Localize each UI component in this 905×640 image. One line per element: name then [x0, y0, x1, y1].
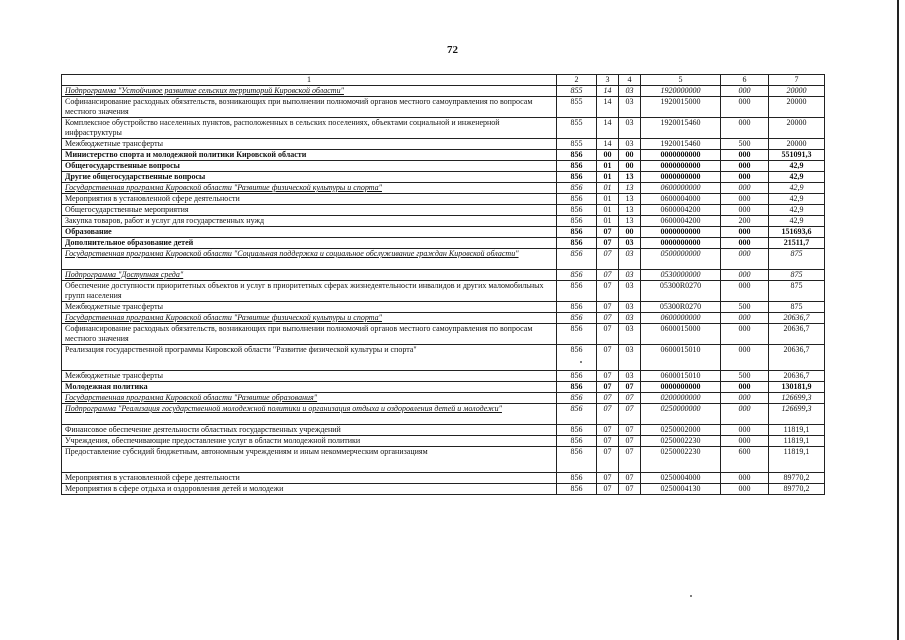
cell-name: Софинансирование расходных обязательств, возникающих при выполнении полномочий органов местного самоуправления по вопросам местного значения: [62, 97, 557, 118]
cell-ved: 856: [557, 270, 597, 281]
cell-name: Предоставление субсидий бюджетным, автономным учреждениям и иным некоммерческим организациям: [62, 447, 557, 473]
cell-rz: 07: [597, 270, 619, 281]
cell-pr: 13: [619, 205, 641, 216]
table-row: [62, 393, 825, 404]
cell-rz: 07: [597, 447, 619, 473]
table-row: [62, 118, 825, 139]
table-row: [62, 436, 825, 447]
cell-name: Подпрограмма "Устойчивое развитие сельских территорий Кировской области": [62, 86, 557, 97]
cell-sum: 20000: [769, 139, 825, 150]
cell-pr: 03: [619, 97, 641, 118]
table-row: [62, 447, 825, 473]
cell-rz: 07: [597, 393, 619, 404]
cell-vr: 000: [721, 97, 769, 118]
cell-name: Молодежная политика: [62, 382, 557, 393]
cell-csr: 0000000000: [641, 238, 721, 249]
cell-rz: 07: [597, 436, 619, 447]
cell-sum: 11819,1: [769, 436, 825, 447]
table-row: [62, 324, 825, 345]
cell-ved: 856: [557, 238, 597, 249]
cell-vr: 000: [721, 313, 769, 324]
cell-sum: 875: [769, 281, 825, 302]
cell-rz: 07: [597, 371, 619, 382]
cell-ved: 856: [557, 484, 597, 495]
cell-csr: 0250002000: [641, 425, 721, 436]
cell-sum: 130181,9: [769, 382, 825, 393]
cell-sum: 89770,2: [769, 473, 825, 484]
cell-rz: 01: [597, 172, 619, 183]
cell-pr: 03: [619, 86, 641, 97]
cell-ved: 856: [557, 447, 597, 473]
cell-sum: 875: [769, 302, 825, 313]
cell-sum: 126699,3: [769, 393, 825, 404]
cell-pr: 13: [619, 194, 641, 205]
cell-vr: 000: [721, 436, 769, 447]
cell-csr: 0000000000: [641, 161, 721, 172]
header-row: [62, 75, 825, 86]
cell-rz: 07: [597, 249, 619, 270]
cell-csr: 0600004200: [641, 216, 721, 227]
cell-sum: 11819,1: [769, 425, 825, 436]
cell-sum: 20000: [769, 86, 825, 97]
cell-csr: 1920015000: [641, 97, 721, 118]
page-edge-line: [897, 0, 899, 640]
cell-pr: 03: [619, 324, 641, 345]
cell-csr: 0200000000: [641, 393, 721, 404]
cell-csr: 0600015010: [641, 371, 721, 382]
cell-rz: 07: [597, 302, 619, 313]
cell-pr: 03: [619, 281, 641, 302]
cell-ved: 856: [557, 393, 597, 404]
table-row: [62, 281, 825, 302]
table-row: [62, 161, 825, 172]
cell-csr: 0600004200: [641, 205, 721, 216]
cell-pr: 03: [619, 371, 641, 382]
cell-csr: 0600015010: [641, 345, 721, 371]
cell-csr: 05300R0270: [641, 281, 721, 302]
cell-name: Комплексное обустройство населенных пунктов, расположенных в сельских поселениях, объектами социальной и инженерной инфраструктуры: [62, 118, 557, 139]
cell-name: Министерство спорта и молодежной политики Кировской области: [62, 150, 557, 161]
cell-pr: 03: [619, 249, 641, 270]
table-row: [62, 249, 825, 270]
table-row: [62, 382, 825, 393]
cell-vr: 000: [721, 345, 769, 371]
cell-rz: 07: [597, 313, 619, 324]
cell-vr: 000: [721, 227, 769, 238]
cell-rz: 14: [597, 118, 619, 139]
cell-csr: 0600000000: [641, 183, 721, 194]
cell-vr: 500: [721, 302, 769, 313]
cell-ved: 856: [557, 183, 597, 194]
cell-sum: 126699,3: [769, 404, 825, 425]
cell-vr: 000: [721, 425, 769, 436]
table-row: [62, 270, 825, 281]
table-row: [62, 473, 825, 484]
cell-vr: 200: [721, 216, 769, 227]
header-cell-name: 1: [62, 75, 557, 86]
cell-vr: 000: [721, 281, 769, 302]
cell-pr: 00: [619, 150, 641, 161]
cell-sum: 21511,7: [769, 238, 825, 249]
budget-table: [61, 74, 825, 495]
cell-vr: 000: [721, 249, 769, 270]
cell-rz: 00: [597, 150, 619, 161]
scan-speck: [690, 595, 692, 597]
cell-ved: 856: [557, 473, 597, 484]
header-cell-ved: 2: [557, 75, 597, 86]
cell-name: Обеспечение доступности приоритетных объектов и услуг в приоритетных сферах жизнедеятельности инвалидов и других маломобильных групп населения: [62, 281, 557, 302]
cell-sum: 20636,7: [769, 345, 825, 371]
cell-name: Финансовое обеспечение деятельности областных государственных учреждений: [62, 425, 557, 436]
cell-csr: 0600004000: [641, 194, 721, 205]
cell-ved: 856: [557, 404, 597, 425]
cell-vr: 000: [721, 183, 769, 194]
cell-pr: 03: [619, 345, 641, 371]
cell-csr: 1920015460: [641, 139, 721, 150]
cell-pr: 03: [619, 270, 641, 281]
cell-vr: 000: [721, 194, 769, 205]
cell-rz: 01: [597, 216, 619, 227]
cell-ved: 856: [557, 345, 597, 371]
cell-ved: 856: [557, 324, 597, 345]
header-cell-pr: 4: [619, 75, 641, 86]
cell-ved: 856: [557, 161, 597, 172]
cell-sum: 42,9: [769, 205, 825, 216]
cell-rz: 07: [597, 425, 619, 436]
cell-sum: 42,9: [769, 194, 825, 205]
cell-ved: 855: [557, 118, 597, 139]
cell-name: Государственная программа Кировской области "Развитие образования": [62, 393, 557, 404]
cell-csr: 1920015460: [641, 118, 721, 139]
cell-ved: 856: [557, 249, 597, 270]
cell-ved: 856: [557, 436, 597, 447]
cell-pr: 07: [619, 447, 641, 473]
cell-ved: 856: [557, 382, 597, 393]
cell-name: Дополнительное образование детей: [62, 238, 557, 249]
table-row: [62, 404, 825, 425]
cell-pr: 03: [619, 139, 641, 150]
cell-name: Мероприятия в установленной сфере деятельности: [62, 194, 557, 205]
cell-csr: 0530000000: [641, 270, 721, 281]
cell-vr: 000: [721, 172, 769, 183]
cell-pr: 07: [619, 436, 641, 447]
cell-vr: 000: [721, 150, 769, 161]
cell-pr: 07: [619, 404, 641, 425]
cell-vr: 000: [721, 382, 769, 393]
cell-ved: 856: [557, 216, 597, 227]
cell-sum: 151693,6: [769, 227, 825, 238]
cell-ved: 855: [557, 86, 597, 97]
cell-ved: 856: [557, 194, 597, 205]
table-row: [62, 313, 825, 324]
cell-name: Общегосударственные мероприятия: [62, 205, 557, 216]
cell-pr: 07: [619, 393, 641, 404]
cell-csr: 0600000000: [641, 313, 721, 324]
cell-rz: 07: [597, 345, 619, 371]
cell-rz: 14: [597, 86, 619, 97]
cell-name: Межбюджетные трансферты: [62, 302, 557, 313]
page-number: 72: [447, 44, 458, 56]
table-row: [62, 216, 825, 227]
cell-ved: 856: [557, 371, 597, 382]
scan-speck: [580, 361, 582, 363]
cell-csr: 0600015000: [641, 324, 721, 345]
cell-sum: 42,9: [769, 161, 825, 172]
cell-csr: 1920000000: [641, 86, 721, 97]
cell-sum: 11819,1: [769, 447, 825, 473]
cell-rz: 07: [597, 484, 619, 495]
cell-csr: 0250004000: [641, 473, 721, 484]
cell-rz: 07: [597, 281, 619, 302]
cell-vr: 500: [721, 371, 769, 382]
cell-pr: 03: [619, 238, 641, 249]
header-cell-sum: 7: [769, 75, 825, 86]
cell-vr: 000: [721, 473, 769, 484]
cell-csr: 0000000000: [641, 172, 721, 183]
cell-rz: 14: [597, 139, 619, 150]
cell-pr: 07: [619, 484, 641, 495]
cell-sum: 20000: [769, 97, 825, 118]
cell-name: Мероприятия в установленной сфере деятельности: [62, 473, 557, 484]
cell-ved: 856: [557, 313, 597, 324]
cell-rz: 07: [597, 473, 619, 484]
cell-vr: 000: [721, 484, 769, 495]
table-row: [62, 345, 825, 371]
cell-sum: 89770,2: [769, 484, 825, 495]
cell-pr: 07: [619, 382, 641, 393]
cell-rz: 01: [597, 194, 619, 205]
table-row: [62, 97, 825, 118]
cell-sum: 20636,7: [769, 324, 825, 345]
cell-vr: 000: [721, 393, 769, 404]
cell-name: Софинансирование расходных обязательств, возникающих при выполнении полномочий органов местного самоуправления по вопросам местного значения: [62, 324, 557, 345]
cell-ved: 856: [557, 425, 597, 436]
cell-vr: 000: [721, 270, 769, 281]
cell-csr: 0250000000: [641, 404, 721, 425]
cell-name: Общегосударственные вопросы: [62, 161, 557, 172]
cell-sum: 20636,7: [769, 371, 825, 382]
cell-ved: 856: [557, 150, 597, 161]
cell-pr: 07: [619, 425, 641, 436]
cell-name: Образование: [62, 227, 557, 238]
cell-csr: 0500000000: [641, 249, 721, 270]
cell-sum: 42,9: [769, 216, 825, 227]
table-row: [62, 172, 825, 183]
header-cell-vr: 6: [721, 75, 769, 86]
cell-csr: 0000000000: [641, 382, 721, 393]
table-row: [62, 371, 825, 382]
cell-vr: 600: [721, 447, 769, 473]
cell-rz: 01: [597, 205, 619, 216]
cell-name: Учреждения, обеспечивающие предоставление услуг в области молодежной политики: [62, 436, 557, 447]
cell-rz: 07: [597, 227, 619, 238]
cell-name: Государственная программа Кировской области "Развитие физической культуры и спорта": [62, 313, 557, 324]
table-row: [62, 183, 825, 194]
cell-sum: 551091,3: [769, 150, 825, 161]
cell-name: Межбюджетные трансферты: [62, 139, 557, 150]
cell-sum: 20636,7: [769, 313, 825, 324]
cell-vr: 500: [721, 139, 769, 150]
cell-pr: 07: [619, 473, 641, 484]
table-row: [62, 194, 825, 205]
table-row: [62, 139, 825, 150]
cell-vr: 000: [721, 238, 769, 249]
cell-sum: 42,9: [769, 183, 825, 194]
cell-vr: 000: [721, 86, 769, 97]
table-row: [62, 150, 825, 161]
cell-rz: 14: [597, 97, 619, 118]
cell-ved: 856: [557, 172, 597, 183]
cell-vr: 000: [721, 324, 769, 345]
cell-pr: 03: [619, 302, 641, 313]
cell-name: Подпрограмма "Доступная среда": [62, 270, 557, 281]
cell-name: Межбюджетные трансферты: [62, 371, 557, 382]
cell-vr: 000: [721, 161, 769, 172]
table-row: [62, 238, 825, 249]
cell-rz: 01: [597, 183, 619, 194]
cell-pr: 13: [619, 172, 641, 183]
cell-csr: 05300R0270: [641, 302, 721, 313]
cell-csr: 0250002230: [641, 447, 721, 473]
cell-pr: 13: [619, 216, 641, 227]
cell-ved: 856: [557, 302, 597, 313]
cell-csr: 0250004130: [641, 484, 721, 495]
cell-rz: 07: [597, 324, 619, 345]
cell-sum: 20000: [769, 118, 825, 139]
cell-rz: 01: [597, 161, 619, 172]
cell-name: Мероприятия в сфере отдыха и оздоровления детей и молодежи: [62, 484, 557, 495]
cell-name: Закупка товаров, работ и услуг для государственных нужд: [62, 216, 557, 227]
cell-name: Другие общегосударственные вопросы: [62, 172, 557, 183]
cell-csr: 0000000000: [641, 150, 721, 161]
table-row: [62, 86, 825, 97]
cell-csr: 0250002230: [641, 436, 721, 447]
cell-ved: 856: [557, 227, 597, 238]
cell-pr: 03: [619, 118, 641, 139]
cell-name: Государственная программа Кировской области "Развитие физической культуры и спорта": [62, 183, 557, 194]
cell-name: Подпрограмма "Реализация государственной молодежной политики и организация отдыха и оздоровления детей и молодежи": [62, 404, 557, 425]
cell-pr: 00: [619, 161, 641, 172]
cell-name: Реализация государственной программы Кировской области "Развитие физической культуры и спорта": [62, 345, 557, 371]
cell-pr: 03: [619, 313, 641, 324]
cell-sum: 42,9: [769, 172, 825, 183]
cell-rz: 07: [597, 404, 619, 425]
header-cell-csr: 5: [641, 75, 721, 86]
cell-rz: 07: [597, 238, 619, 249]
cell-vr: 000: [721, 118, 769, 139]
table-row: [62, 425, 825, 436]
cell-csr: 0000000000: [641, 227, 721, 238]
cell-sum: 875: [769, 249, 825, 270]
cell-sum: 875: [769, 270, 825, 281]
cell-vr: 000: [721, 205, 769, 216]
cell-ved: 855: [557, 97, 597, 118]
table-row: [62, 302, 825, 313]
cell-ved: 856: [557, 281, 597, 302]
table-row: [62, 205, 825, 216]
cell-name: Государственная программа Кировской области "Социальная поддержка и социальное обслуживание граждан Кировской области": [62, 249, 557, 270]
cell-pr: 00: [619, 227, 641, 238]
table-row: [62, 227, 825, 238]
cell-pr: 13: [619, 183, 641, 194]
header-cell-rz: 3: [597, 75, 619, 86]
cell-ved: 855: [557, 139, 597, 150]
cell-rz: 07: [597, 382, 619, 393]
cell-vr: 000: [721, 404, 769, 425]
cell-ved: 856: [557, 205, 597, 216]
table-row: [62, 484, 825, 495]
